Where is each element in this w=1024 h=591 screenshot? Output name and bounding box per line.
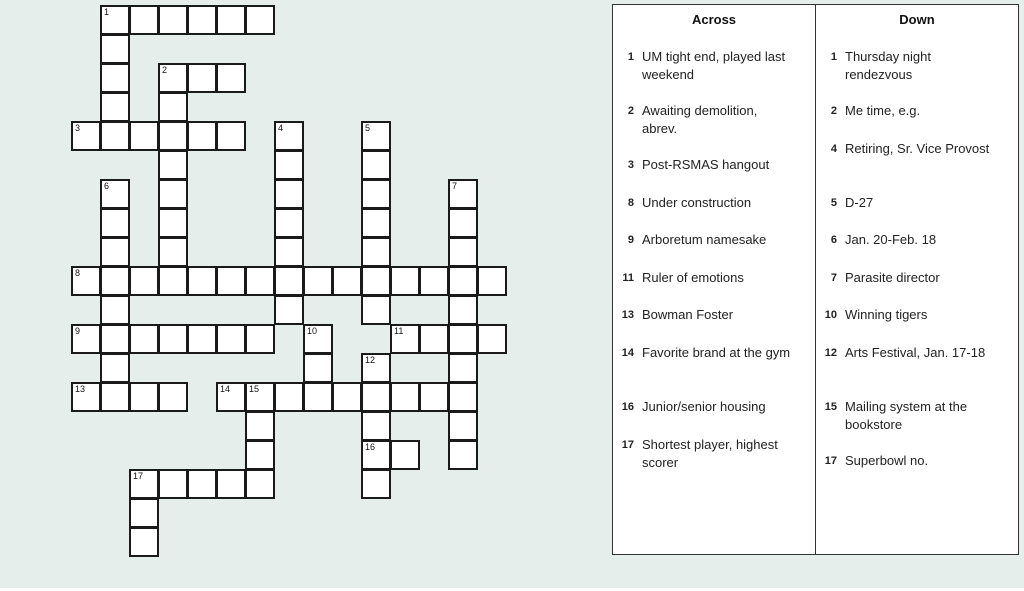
cell-number: 1 — [104, 7, 110, 17]
grid-cell[interactable] — [216, 121, 246, 151]
cell-number: 10 — [307, 326, 318, 336]
down-clue-6[interactable] — [816, 231, 1018, 269]
clue-text: Jan. 20-Feb. 18 — [845, 232, 937, 248]
clue-text: Post-RSMAS hangout — [642, 157, 770, 172]
grid-cell[interactable] — [274, 382, 304, 412]
grid-cell[interactable] — [245, 5, 275, 35]
cell-number: 9 — [75, 326, 81, 336]
grid-cell[interactable] — [274, 150, 304, 180]
grid-cell[interactable] — [100, 92, 130, 122]
grid-cell[interactable] — [216, 266, 246, 296]
grid-cell[interactable] — [274, 208, 304, 238]
grid-cell[interactable] — [129, 266, 159, 296]
grid-cell[interactable] — [303, 266, 333, 296]
grid-cell[interactable] — [100, 295, 130, 325]
grid-cell[interactable] — [274, 237, 304, 267]
grid-cell[interactable] — [390, 382, 420, 412]
clue-number: 9 — [627, 234, 634, 247]
grid-cell[interactable] — [361, 440, 391, 470]
grid-cell[interactable] — [361, 469, 391, 499]
cell-number: 2 — [162, 65, 168, 75]
grid-cell[interactable] — [129, 121, 159, 151]
grid-cell[interactable] — [158, 121, 188, 151]
grid-cell[interactable] — [158, 208, 188, 238]
grid-cell[interactable] — [361, 353, 391, 383]
grid-cell[interactable] — [245, 469, 275, 499]
grid-cell[interactable] — [419, 266, 449, 296]
down-clue-17[interactable] — [816, 452, 1018, 490]
grid-cell[interactable] — [187, 266, 217, 296]
grid-cell[interactable] — [187, 5, 217, 35]
grid-cell[interactable] — [100, 208, 130, 238]
clue-number: 11 — [622, 271, 634, 284]
down-clue-12[interactable] — [816, 344, 1018, 398]
grid-cell[interactable] — [158, 266, 188, 296]
grid-cell[interactable] — [129, 5, 159, 35]
clue-text: Favorite brand at the gym — [642, 344, 791, 360]
clue-text: Mailing system at the bookstore — [845, 398, 968, 432]
grid-cell[interactable] — [216, 5, 246, 35]
grid-cell[interactable] — [303, 353, 333, 383]
across-clue-17[interactable] — [613, 436, 815, 490]
clue-text: Under construction — [642, 194, 752, 210]
grid-cell[interactable] — [187, 63, 217, 93]
cell-number: 7 — [452, 181, 458, 191]
grid-cell[interactable] — [361, 411, 391, 441]
grid-cell[interactable] — [448, 295, 478, 325]
grid-cell[interactable] — [187, 324, 217, 354]
grid-cell[interactable] — [216, 324, 246, 354]
cell-number: 15 — [249, 384, 260, 394]
grid-cell[interactable] — [361, 237, 391, 267]
grid-cell[interactable] — [245, 382, 275, 412]
grid-cell[interactable] — [332, 382, 362, 412]
clue-number: 3 — [627, 159, 634, 171]
down-heading: Down — [899, 12, 935, 27]
cell-number: 17 — [133, 471, 144, 481]
grid-cell[interactable] — [245, 411, 275, 441]
grid-cell[interactable] — [419, 324, 449, 354]
clue-text: Awaiting demolition, abrev. — [642, 103, 758, 136]
grid-cell[interactable] — [216, 63, 246, 93]
grid-cell[interactable] — [390, 324, 420, 354]
clue-number: 8 — [627, 196, 634, 209]
across-clue-16[interactable] — [613, 398, 815, 436]
across-clue-13[interactable] — [613, 306, 815, 344]
cell-number: 4 — [278, 123, 284, 133]
clue-number: 13 — [621, 309, 634, 322]
grid-cell[interactable] — [274, 121, 304, 151]
clue-text: Shortest player, highest scorer — [642, 436, 778, 470]
grid-cell[interactable] — [71, 266, 101, 296]
grid-cell[interactable] — [187, 121, 217, 151]
grid-cell[interactable] — [100, 324, 130, 354]
clue-text: Parasite director — [845, 269, 940, 285]
clue-number: 6 — [830, 234, 837, 247]
grid-cell[interactable] — [448, 324, 478, 354]
grid-cell[interactable] — [158, 324, 188, 354]
cell-number: 8 — [75, 268, 81, 278]
clue-number: 7 — [830, 271, 837, 284]
grid-cell[interactable] — [361, 121, 391, 151]
grid-cell[interactable] — [71, 382, 101, 412]
grid-cell[interactable] — [187, 469, 217, 499]
grid-cell[interactable] — [245, 440, 275, 470]
grid-cell[interactable] — [448, 353, 478, 383]
down-clue-15[interactable] — [816, 398, 1018, 452]
cell-number: 5 — [365, 123, 371, 133]
grid-cell[interactable] — [448, 179, 478, 209]
cell-number: 3 — [75, 123, 81, 133]
grid-cell[interactable] — [129, 498, 159, 528]
clue-text: Retiring, Sr. Vice Provost — [845, 140, 990, 156]
cell-number: 11 — [394, 326, 404, 336]
down-clue-7[interactable] — [816, 269, 1018, 307]
clue-text: D-27 — [845, 194, 874, 210]
clue-number: 1 — [627, 51, 634, 63]
grid-cell[interactable] — [448, 440, 478, 470]
clue-text: Bowman Foster — [642, 307, 734, 323]
grid-cell[interactable] — [419, 382, 449, 412]
grid-cell[interactable] — [361, 266, 391, 296]
grid-cell[interactable] — [158, 469, 188, 499]
down-clue-4[interactable] — [816, 140, 1018, 194]
across-column — [613, 5, 815, 554]
clue-number: 5 — [830, 196, 837, 209]
clue-text: Arboretum namesake — [642, 232, 767, 248]
clue-text: Thursday night rendezvous — [845, 49, 931, 82]
clue-text: Winning tigers — [845, 307, 928, 323]
across-clue-14[interactable] — [613, 344, 815, 398]
clue-number: 14 — [621, 346, 634, 359]
grid-cell[interactable] — [100, 63, 130, 93]
grid-cell[interactable] — [274, 295, 304, 325]
grid-cell[interactable] — [129, 382, 159, 412]
across-clue-2[interactable] — [613, 102, 815, 156]
down-clue-10[interactable] — [816, 306, 1018, 344]
across-clue-1[interactable] — [613, 48, 815, 102]
across-clue-9[interactable] — [613, 231, 815, 269]
clue-number: 10 — [824, 309, 837, 322]
grid-cell[interactable] — [361, 179, 391, 209]
grid-cell[interactable] — [303, 324, 333, 354]
down-column — [815, 5, 1018, 554]
grid-cell[interactable] — [448, 208, 478, 238]
grid-cell[interactable] — [129, 324, 159, 354]
grid-cell[interactable] — [129, 469, 159, 499]
grid-cell[interactable] — [71, 121, 101, 151]
grid-cell[interactable] — [158, 92, 188, 122]
grid-cell[interactable] — [390, 266, 420, 296]
grid-cell[interactable] — [361, 208, 391, 238]
grid-cell[interactable] — [361, 382, 391, 412]
cell-number: 12 — [365, 355, 376, 365]
clue-number: 15 — [824, 400, 837, 413]
across-clue-3[interactable] — [613, 156, 815, 194]
across-clue-11[interactable] — [613, 269, 815, 307]
cell-number: 13 — [75, 384, 86, 394]
grid-cell[interactable] — [71, 324, 101, 354]
grid-cell[interactable] — [158, 150, 188, 180]
grid-cell[interactable] — [100, 34, 130, 64]
down-clue-1[interactable] — [816, 48, 1018, 102]
clue-text: UM tight end, played last weekend — [642, 49, 786, 82]
grid-cell[interactable] — [303, 382, 333, 412]
grid-cell[interactable] — [158, 237, 188, 267]
grid-cell[interactable] — [448, 382, 478, 412]
grid-cell[interactable] — [158, 5, 188, 35]
grid-cell[interactable] — [100, 121, 130, 151]
clue-number: 17 — [824, 454, 837, 467]
grid-cell[interactable] — [158, 63, 188, 93]
clue-number: 17 — [621, 438, 634, 451]
clue-panel — [612, 4, 1019, 555]
clue-number: 16 — [621, 400, 634, 413]
across-heading: Across — [691, 12, 737, 27]
grid-cell[interactable] — [448, 237, 478, 267]
grid-cell[interactable] — [100, 237, 130, 267]
grid-cell[interactable] — [361, 295, 391, 325]
clue-number: 1 — [830, 51, 837, 63]
clue-text: Me time, e.g. — [845, 103, 921, 118]
grid-cell[interactable] — [158, 382, 188, 412]
grid-cell[interactable] — [216, 469, 246, 499]
down-clue-5[interactable] — [816, 194, 1018, 232]
grid-cell[interactable] — [100, 266, 130, 296]
grid-cell[interactable] — [477, 266, 507, 296]
grid-cell[interactable] — [245, 266, 275, 296]
clue-text: Superbowl no. — [845, 452, 929, 468]
cell-number: 16 — [365, 442, 376, 452]
grid-cell[interactable] — [274, 266, 304, 296]
clue-number: 4 — [830, 142, 837, 155]
down-clue-list — [816, 48, 1018, 490]
across-clue-8[interactable] — [613, 194, 815, 232]
clue-number: 2 — [830, 105, 837, 117]
clue-text: Arts Festival, Jan. 17-18 — [845, 344, 986, 360]
grid-cell[interactable] — [100, 382, 130, 412]
grid-cell[interactable] — [448, 266, 478, 296]
grid-cell[interactable] — [274, 179, 304, 209]
grid-cell[interactable] — [361, 150, 391, 180]
grid-cell[interactable] — [245, 324, 275, 354]
clue-text: Junior/senior housing — [642, 398, 766, 414]
grid-cell[interactable] — [477, 324, 507, 354]
down-clue-2[interactable] — [816, 102, 1018, 140]
cell-number: 6 — [104, 181, 110, 191]
grid-cell[interactable] — [216, 382, 246, 412]
across-clue-list — [613, 48, 815, 490]
grid-cell[interactable] — [448, 411, 478, 441]
grid-cell[interactable] — [100, 353, 130, 383]
clue-text: Ruler of emotions — [642, 269, 744, 285]
clue-number: 12 — [824, 346, 837, 359]
grid-cell[interactable] — [100, 179, 130, 209]
clue-number: 2 — [627, 105, 634, 117]
grid-cell[interactable] — [390, 440, 420, 470]
grid-cell[interactable] — [100, 5, 130, 35]
grid-cell[interactable] — [332, 266, 362, 296]
cell-number: 14 — [220, 384, 231, 394]
grid-cell[interactable] — [129, 527, 159, 557]
grid-cell[interactable] — [158, 179, 188, 209]
